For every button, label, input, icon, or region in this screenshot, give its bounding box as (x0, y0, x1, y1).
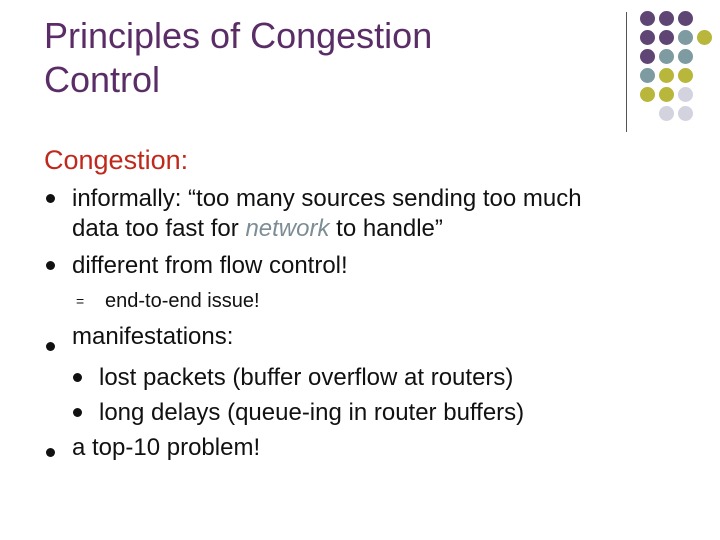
decorative-dot (678, 49, 693, 64)
bullet-top10: a top-10 problem! (72, 434, 261, 461)
bullet-manifestations: manifestations: (72, 323, 234, 350)
bullet-dot (46, 261, 55, 270)
sub-bullet-end-to-end: end-to-end issue! (105, 290, 260, 312)
decorative-dot-grid (640, 11, 720, 121)
decorative-dot (640, 49, 655, 64)
section-heading: Congestion: (44, 145, 189, 175)
decorative-dot (678, 11, 693, 26)
decorative-dot (659, 68, 674, 83)
bullet-informally-emphasis: network (245, 215, 330, 242)
decorative-dot (640, 11, 655, 26)
inline-bullet-dot (73, 373, 82, 382)
bullet-dot (46, 194, 55, 203)
sub-bullet-glyph: = (76, 293, 85, 309)
bullet-lost-packets: lost packets (buffer overflow at routers) (99, 364, 514, 391)
decorative-dot (640, 68, 655, 83)
bullet-informally-line-2 (72, 214, 443, 244)
decorative-dot (640, 87, 655, 102)
decorative-dot (697, 30, 712, 45)
decorative-dot (659, 30, 674, 45)
bullet-dot (46, 448, 55, 457)
decorative-dot (659, 49, 674, 64)
bullet-different: different from flow control! (72, 252, 348, 279)
bullet-dot (46, 342, 55, 351)
slide-title-line-2: Control (44, 59, 161, 100)
decorative-dot (640, 30, 655, 45)
bullet-informally-text-end: to handle” (329, 215, 443, 242)
decorative-dot (678, 87, 693, 102)
decorative-dot (659, 11, 674, 26)
decorative-dot (678, 106, 693, 121)
decorative-dot (659, 106, 674, 121)
inline-bullet-dot (73, 408, 82, 417)
bullet-informally-text: data too fast for (72, 215, 246, 242)
decorative-dot (659, 87, 674, 102)
bullet-informally-line-1: informally: “too many sources sending too much (72, 185, 582, 212)
slide-title-line-1: Principles of Congestion (44, 15, 433, 56)
bullet-long-delays: long delays (queue-ing in router buffers) (99, 399, 525, 426)
decorative-dot (678, 68, 693, 83)
slide-title (44, 14, 604, 102)
vertical-divider (626, 12, 627, 132)
decorative-dot (678, 30, 693, 45)
